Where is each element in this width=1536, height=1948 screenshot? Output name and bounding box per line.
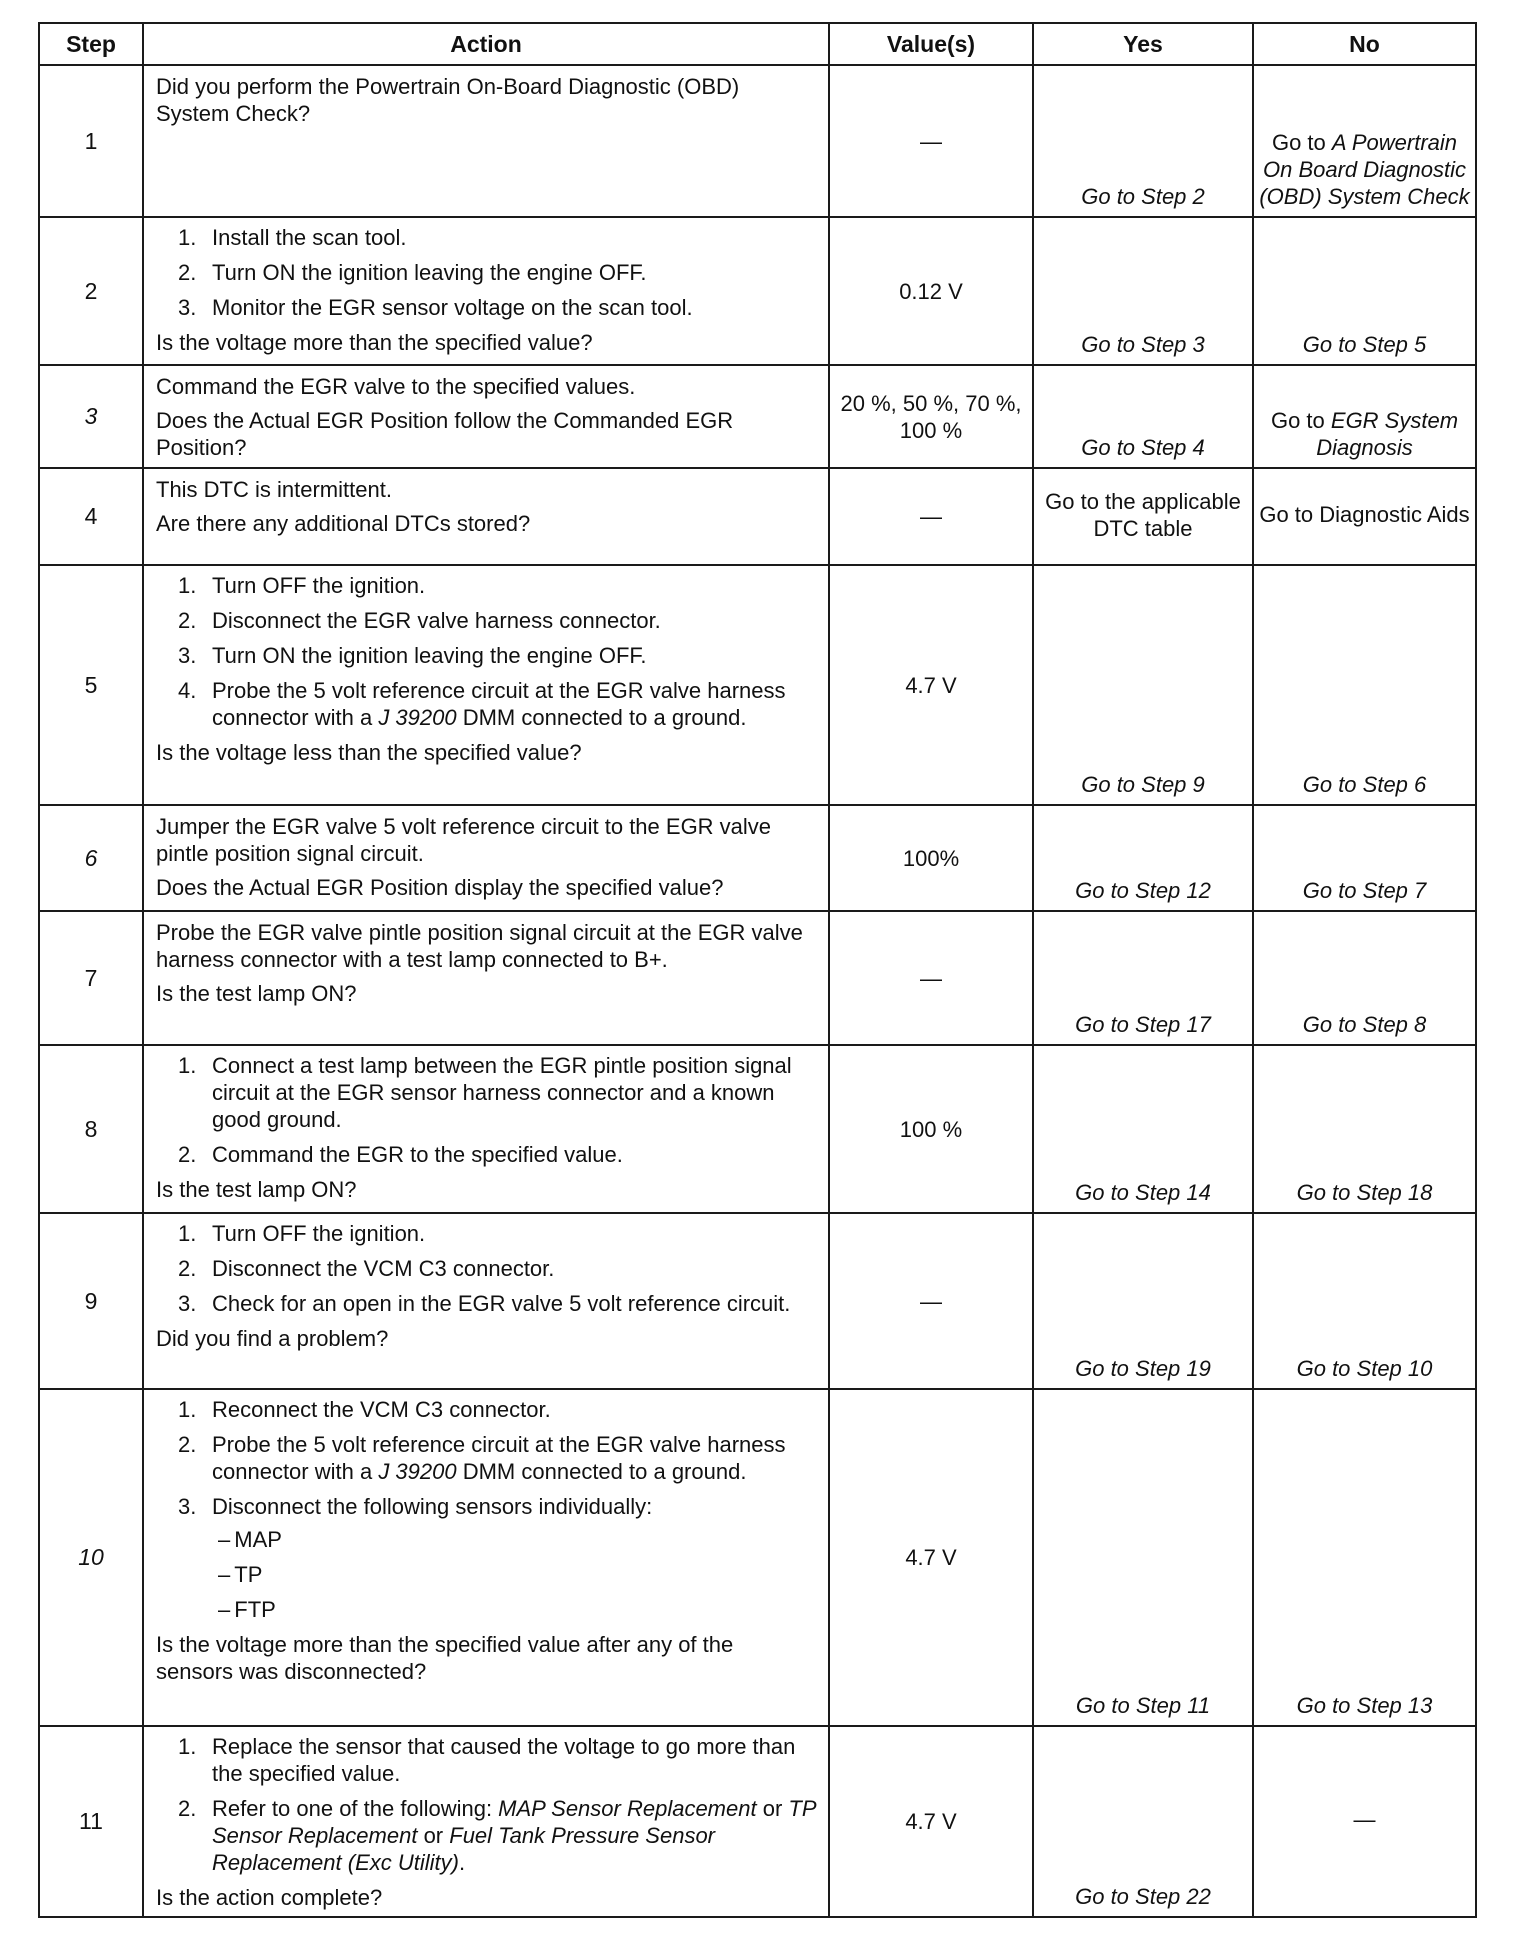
action-step-text: Disconnect the EGR valve harness connector. bbox=[212, 608, 661, 633]
action-step-text: Command the EGR to the specified value. bbox=[212, 1142, 623, 1167]
action-step-text: or bbox=[417, 1823, 450, 1848]
yes-cell: Go to the applicable DTC table bbox=[1033, 468, 1253, 565]
no-cell: Go to Step 7 bbox=[1253, 805, 1476, 911]
header-values: Value(s) bbox=[829, 23, 1033, 65]
value-cell: 4.7 V bbox=[829, 1726, 1033, 1917]
no-cell: — bbox=[1253, 1726, 1476, 1917]
action-steps-list bbox=[156, 224, 816, 321]
sensor-name: FTP bbox=[234, 1597, 276, 1622]
action-cell bbox=[143, 65, 829, 217]
no-cell bbox=[1253, 65, 1476, 217]
step-number: 4 bbox=[39, 468, 143, 565]
value-cell: 100% bbox=[829, 805, 1033, 911]
value-cell: 20 %, 50 %, 70 %, 100 % bbox=[829, 365, 1033, 468]
action-step-text: Disconnect the following sensors individually: bbox=[212, 1494, 653, 1519]
no-cell: Go to Step 13 bbox=[1253, 1389, 1476, 1726]
value-cell: — bbox=[829, 65, 1033, 217]
action-step-number: 2. bbox=[178, 1142, 197, 1167]
action-question: Is the voltage more than the specified value? bbox=[156, 330, 593, 355]
procedure-reference: A Powertrain On Board Diagnostic (OBD) System Check bbox=[1259, 130, 1470, 209]
action-step-number: 3. bbox=[178, 643, 197, 668]
value-cell: — bbox=[829, 1213, 1033, 1389]
table-row bbox=[39, 565, 1476, 805]
action-step-text: Reconnect the VCM C3 connector. bbox=[212, 1397, 551, 1422]
action-step bbox=[156, 259, 816, 286]
step-number: 7 bbox=[39, 911, 143, 1045]
action-cell bbox=[143, 911, 829, 1045]
no-cell: Go to Step 10 bbox=[1253, 1213, 1476, 1389]
action-text: Did you perform the Powertrain On-Board Diagnostic (OBD) System Check? bbox=[156, 74, 740, 126]
action-step bbox=[156, 1493, 816, 1623]
action-step bbox=[156, 607, 816, 634]
action-question: Does the Actual EGR Position display the specified value? bbox=[156, 875, 724, 900]
no-prefix: Go to bbox=[1270, 408, 1325, 433]
action-step-text: Refer to one of the following: bbox=[212, 1796, 499, 1821]
action-step-number: 2. bbox=[178, 1796, 197, 1821]
dash-marker: – bbox=[218, 1562, 231, 1587]
tool-reference: J 39200 bbox=[378, 1459, 457, 1484]
action-step-text: Install the scan tool. bbox=[212, 225, 407, 250]
action-cell bbox=[143, 468, 829, 565]
action-cell bbox=[143, 1213, 829, 1389]
action-step bbox=[156, 1290, 816, 1317]
sensor-item bbox=[212, 1526, 816, 1553]
table-row bbox=[39, 217, 1476, 365]
action-step bbox=[156, 1733, 816, 1787]
action-question: Is the voltage less than the specified value? bbox=[156, 740, 582, 765]
no-cell: Go to Diagnostic Aids bbox=[1253, 468, 1476, 565]
step-number: 3 bbox=[39, 365, 143, 468]
action-step-number: 3. bbox=[178, 1291, 197, 1316]
no-cell: Go to Step 8 bbox=[1253, 911, 1476, 1045]
table-row bbox=[39, 911, 1476, 1045]
step-number: 8 bbox=[39, 1045, 143, 1213]
action-cell bbox=[143, 217, 829, 365]
action-text: This DTC is intermittent. bbox=[156, 477, 392, 502]
action-cell bbox=[143, 1726, 829, 1917]
table-row bbox=[39, 805, 1476, 911]
no-prefix: Go to bbox=[1271, 130, 1326, 155]
step-number: 5 bbox=[39, 565, 143, 805]
action-step-number: 2. bbox=[178, 260, 197, 285]
action-step bbox=[156, 572, 816, 599]
action-step bbox=[156, 1431, 816, 1485]
sensor-name: MAP bbox=[234, 1527, 282, 1552]
yes-cell: Go to Step 11 bbox=[1033, 1389, 1253, 1726]
action-question: Is the action complete? bbox=[156, 1885, 383, 1910]
header-row bbox=[39, 23, 1476, 65]
action-step bbox=[156, 1255, 816, 1282]
step-number: 6 bbox=[39, 805, 143, 911]
action-step-number: 2. bbox=[178, 608, 197, 633]
action-question: Did you find a problem? bbox=[156, 1326, 389, 1351]
action-text: Command the EGR valve to the specified values. bbox=[156, 374, 636, 399]
no-cell: Go to Step 18 bbox=[1253, 1045, 1476, 1213]
step-number: 9 bbox=[39, 1213, 143, 1389]
action-step bbox=[156, 294, 816, 321]
sensor-name: TP bbox=[234, 1562, 263, 1587]
action-step-number: 2. bbox=[178, 1256, 197, 1281]
sensor-item bbox=[212, 1561, 816, 1588]
step-number: 11 bbox=[39, 1726, 143, 1917]
table-row bbox=[39, 65, 1476, 217]
yes-cell: Go to Step 12 bbox=[1033, 805, 1253, 911]
action-step-text: Replace the sensor that caused the voltage to go more than the specified value. bbox=[212, 1734, 796, 1786]
action-step-number: 1. bbox=[178, 1397, 197, 1422]
action-question: Are there any additional DTCs stored? bbox=[156, 511, 531, 536]
action-step-text: DMM connected to a ground. bbox=[456, 705, 747, 730]
action-step-number: 1. bbox=[178, 1734, 197, 1759]
value-cell: 100 % bbox=[829, 1045, 1033, 1213]
action-step bbox=[156, 1052, 816, 1133]
action-question: Is the test lamp ON? bbox=[156, 1177, 357, 1202]
action-step bbox=[156, 1220, 816, 1247]
action-step-text: . bbox=[458, 1850, 466, 1875]
action-steps-list bbox=[156, 1396, 816, 1623]
action-step bbox=[156, 224, 816, 251]
action-step bbox=[156, 1396, 816, 1423]
sensor-item bbox=[212, 1596, 816, 1623]
yes-cell: Go to Step 19 bbox=[1033, 1213, 1253, 1389]
table-row bbox=[39, 1389, 1476, 1726]
action-step-number: 1. bbox=[178, 225, 197, 250]
action-step-text: Turn OFF the ignition. bbox=[212, 1221, 426, 1246]
table-row bbox=[39, 468, 1476, 565]
action-step-number: 2. bbox=[178, 1432, 197, 1457]
action-cell bbox=[143, 365, 829, 468]
action-step-text: Monitor the EGR sensor voltage on the scan tool. bbox=[212, 295, 693, 320]
action-step-text: Turn ON the ignition leaving the engine OFF. bbox=[212, 643, 647, 668]
action-step-number: 4. bbox=[178, 678, 197, 703]
action-step-text: DMM connected to a ground. bbox=[456, 1459, 747, 1484]
yes-cell: Go to Step 3 bbox=[1033, 217, 1253, 365]
action-question: Does the Actual EGR Position follow the Commanded EGR Position? bbox=[156, 408, 734, 460]
action-text: Jumper the EGR valve 5 volt reference circuit to the EGR valve pintle position signal circuit. bbox=[156, 814, 772, 866]
header-no: No bbox=[1253, 23, 1476, 65]
yes-cell: Go to Step 17 bbox=[1033, 911, 1253, 1045]
action-steps-list bbox=[156, 1733, 816, 1876]
no-cell: Go to Step 5 bbox=[1253, 217, 1476, 365]
action-step-number: 1. bbox=[178, 1221, 197, 1246]
header-action: Action bbox=[143, 23, 829, 65]
value-cell: 4.7 V bbox=[829, 1389, 1033, 1726]
action-step bbox=[156, 677, 816, 731]
action-cell bbox=[143, 565, 829, 805]
action-step-number: 3. bbox=[178, 1494, 197, 1519]
action-step-text: Probe the 5 volt reference circuit at the EGR valve harness connector with a bbox=[212, 1432, 786, 1484]
table-row bbox=[39, 365, 1476, 468]
dash-marker: – bbox=[218, 1527, 231, 1552]
procedure-reference: Fuel Tank Pressure Sensor Replacement (Exc Utility) bbox=[212, 1823, 716, 1875]
header-yes: Yes bbox=[1033, 23, 1253, 65]
procedure-reference: MAP Sensor Replacement bbox=[498, 1796, 757, 1821]
yes-cell: Go to Step 14 bbox=[1033, 1045, 1253, 1213]
table-row bbox=[39, 1045, 1476, 1213]
action-question: Is the voltage more than the specified value after any of the sensors was disconnected? bbox=[156, 1632, 734, 1684]
action-cell bbox=[143, 805, 829, 911]
diagnostic-table bbox=[38, 22, 1477, 1918]
action-cell bbox=[143, 1389, 829, 1726]
yes-cell: Go to Step 2 bbox=[1033, 65, 1253, 217]
yes-cell: Go to Step 4 bbox=[1033, 365, 1253, 468]
value-cell: 4.7 V bbox=[829, 565, 1033, 805]
action-step bbox=[156, 1141, 816, 1168]
action-step-text: Disconnect the VCM C3 connector. bbox=[212, 1256, 555, 1281]
action-text: Probe the EGR valve pintle position signal circuit at the EGR valve harness connector with a test lamp connected to B+. bbox=[156, 920, 803, 972]
value-cell: — bbox=[829, 911, 1033, 1045]
action-step-text: Probe the 5 volt reference circuit at the EGR valve harness connector with a bbox=[212, 678, 786, 730]
action-step-number: 1. bbox=[178, 1053, 197, 1078]
action-steps-list bbox=[156, 572, 816, 731]
action-step-text: Connect a test lamp between the EGR pintle position signal circuit at the EGR sensor harness connector and a known good ground. bbox=[212, 1053, 792, 1132]
action-step-number: 3. bbox=[178, 295, 197, 320]
no-cell: Go to Step 6 bbox=[1253, 565, 1476, 805]
action-cell bbox=[143, 1045, 829, 1213]
step-number: 2 bbox=[39, 217, 143, 365]
dash-marker: – bbox=[218, 1597, 231, 1622]
table-row bbox=[39, 1726, 1476, 1917]
sensor-list bbox=[212, 1526, 816, 1623]
procedure-reference: EGR System Diagnosis bbox=[1316, 408, 1459, 460]
action-step bbox=[156, 1795, 816, 1876]
action-step-text: Turn ON the ignition leaving the engine OFF. bbox=[212, 260, 647, 285]
header-step: Step bbox=[39, 23, 143, 65]
step-number: 10 bbox=[39, 1389, 143, 1726]
value-cell: 0.12 V bbox=[829, 217, 1033, 365]
action-step-text: Turn OFF the ignition. bbox=[212, 573, 426, 598]
action-step-number: 1. bbox=[178, 573, 197, 598]
procedure-reference: TP Sensor Replacement bbox=[212, 1796, 816, 1848]
yes-cell: Go to Step 9 bbox=[1033, 565, 1253, 805]
yes-cell: Go to Step 22 bbox=[1033, 1726, 1253, 1917]
action-step-text: or bbox=[756, 1796, 789, 1821]
value-cell: — bbox=[829, 468, 1033, 565]
action-question: Is the test lamp ON? bbox=[156, 981, 357, 1006]
table-row bbox=[39, 1213, 1476, 1389]
tool-reference: J 39200 bbox=[378, 705, 457, 730]
step-number: 1 bbox=[39, 65, 143, 217]
no-cell bbox=[1253, 365, 1476, 468]
action-steps-list bbox=[156, 1220, 816, 1317]
action-step-text: Check for an open in the EGR valve 5 volt reference circuit. bbox=[212, 1291, 791, 1316]
action-step bbox=[156, 642, 816, 669]
action-steps-list bbox=[156, 1052, 816, 1168]
